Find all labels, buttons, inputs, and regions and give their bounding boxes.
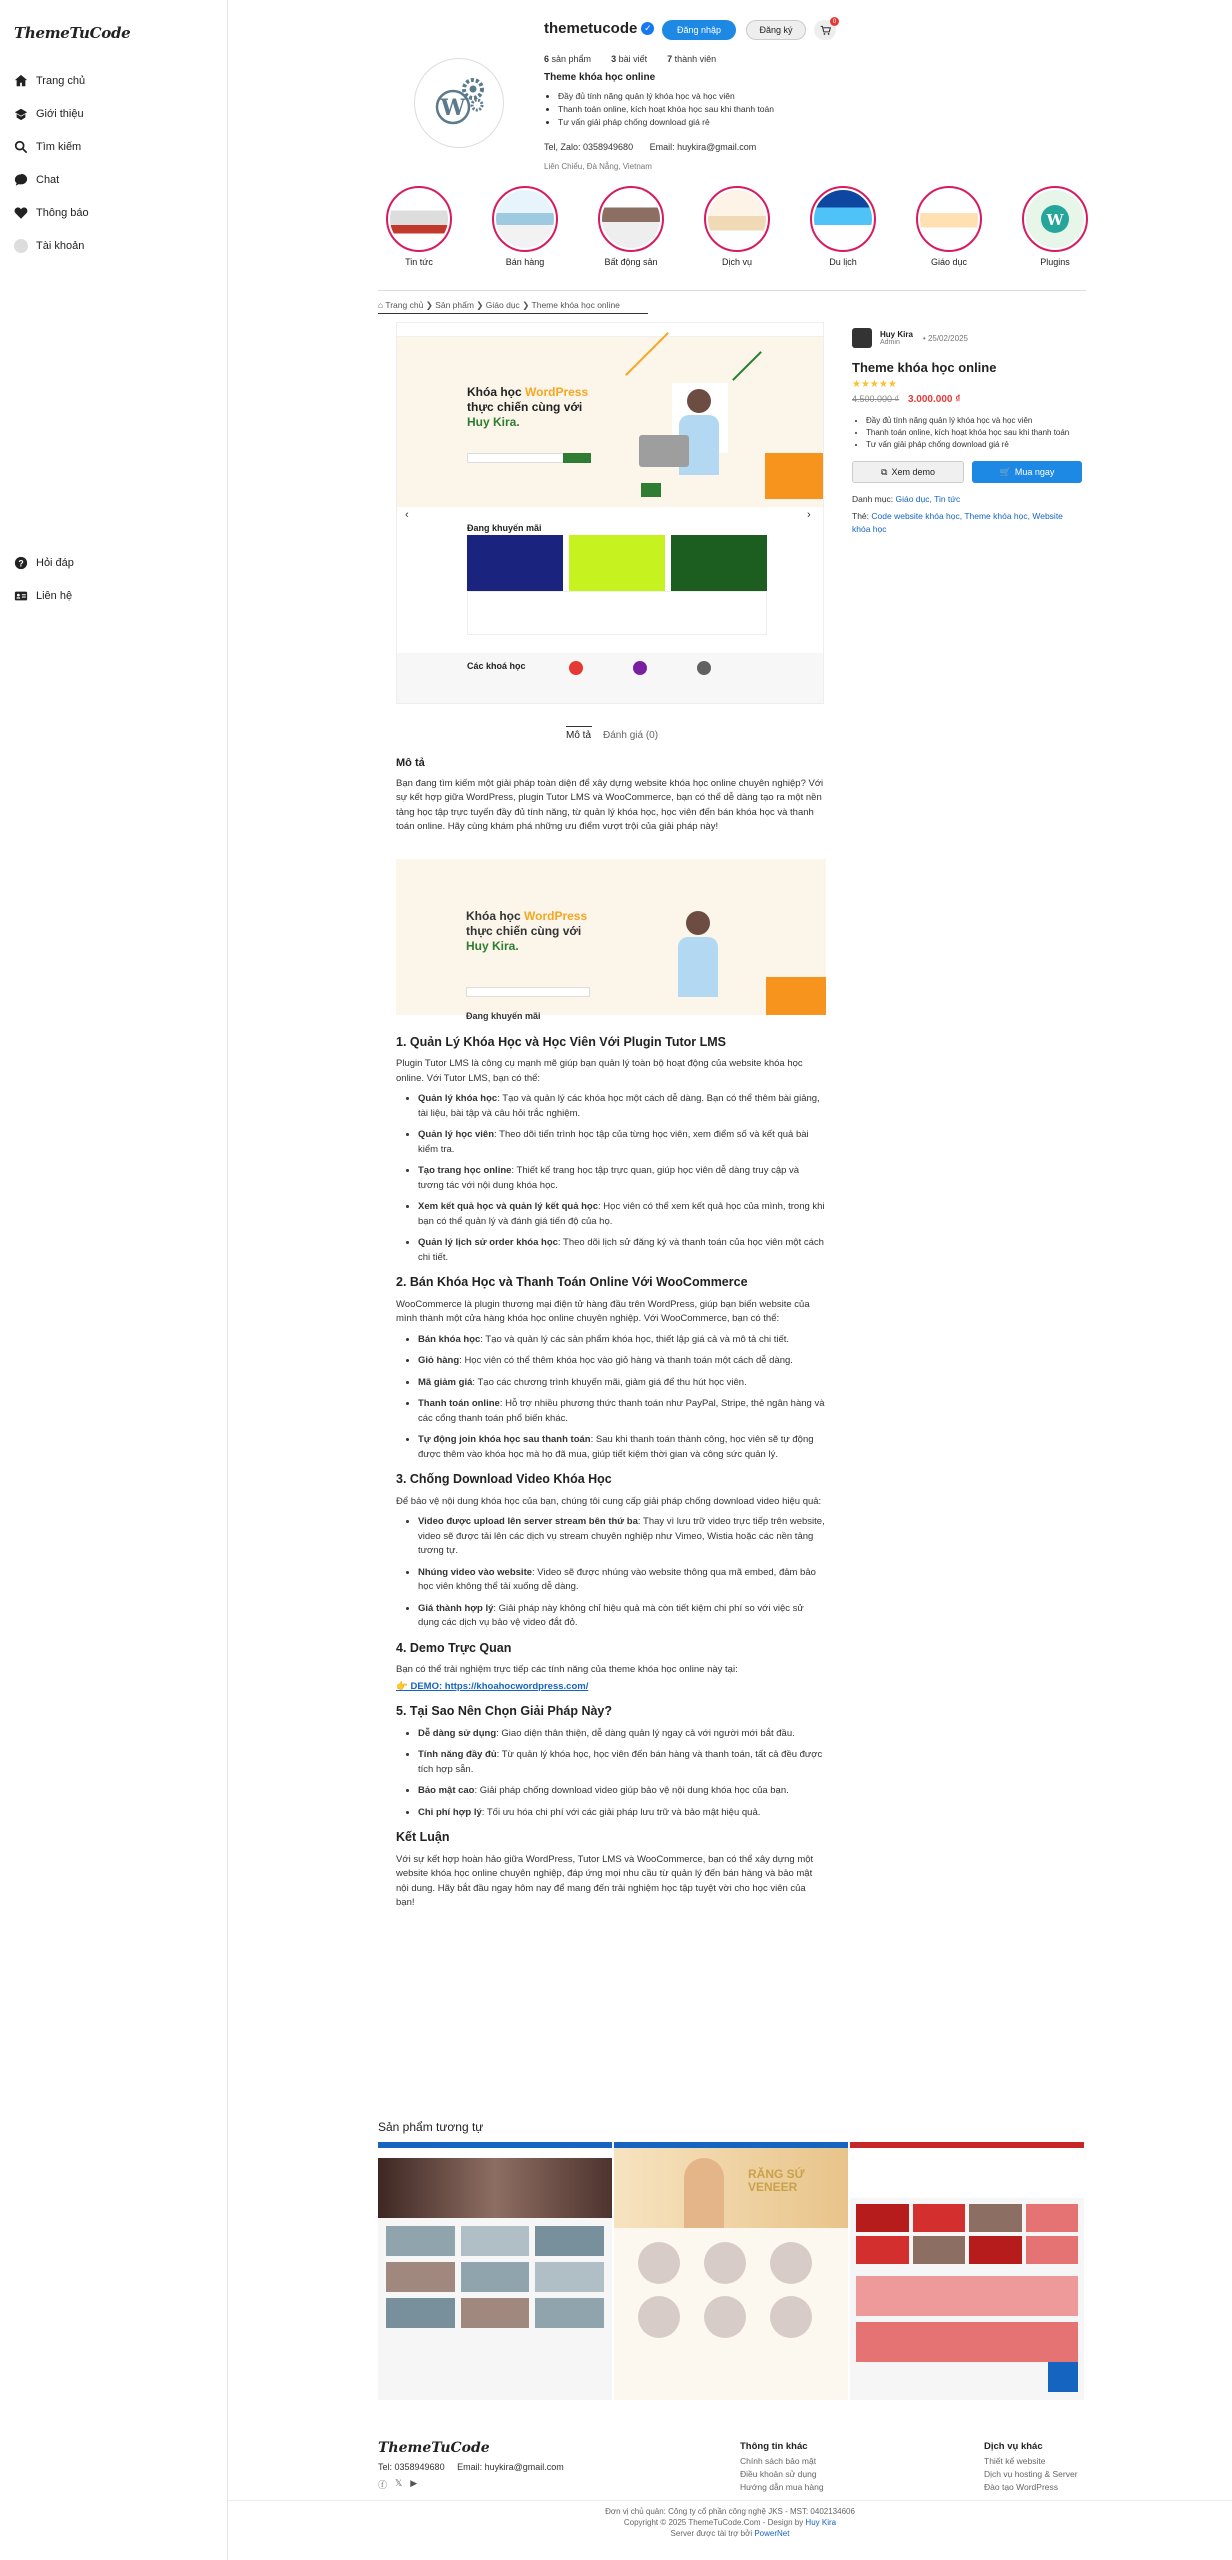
breadcrumb-education[interactable]: Giáo dục [485,300,520,310]
section-heading-5: 5. Tại Sao Nên Chọn Giải Pháp Này? [396,1704,613,1718]
description-heading: Mô tả [396,757,425,769]
category-sales[interactable] [492,186,558,267]
similar-product-card[interactable] [378,2142,612,2400]
footer-link[interactable]: Đào tạo WordPress [984,2482,1059,2492]
contact-icon [14,589,28,603]
list-item: • Thanh toán online: Hỗ trợ nhiều phương thức thanh toán như PayPal, Stripe, thẻ ngân hàng và các cổng thanh toán phổ biến khác. [418,1397,826,1426]
category-label: Tin tức [405,257,433,267]
footer-socials [378,2478,1086,2491]
register-button[interactable]: Đăng ký [746,20,806,40]
section-heading-2: 2. Bán Khóa Học và Thanh Toán Online Với WooCommerce [396,1275,748,1289]
home-icon: ⌂ [378,300,386,310]
section-list-3 [396,1515,826,1631]
footer [378,2440,1086,2491]
footer-link[interactable]: Thiết kế website [984,2456,1046,2466]
section-heading-3: 3. Chống Download Video Khóa Học [396,1472,612,1486]
category-real-estate[interactable] [598,186,664,267]
profile-stats [544,54,716,64]
list-item: • Thanh toán online, kích hoạt khóa học sau khi thanh toán [866,427,1082,439]
footer-col-services: Dịch vụ khác Thiết kế website Dịch vụ hosting & Server Đào tạo WordPress [984,2441,1078,2492]
list-item: • Giỏ hàng: Học viên có thể thêm khóa học vào giỏ hàng và thanh toán một cách dễ dàng. [418,1354,826,1369]
stat-posts: 3 bài viết [611,54,648,64]
main-nav [14,64,214,262]
sidebar-item-account[interactable] [14,229,214,262]
sidebar-item-search[interactable] [14,130,214,163]
breadcrumb-home[interactable]: Trang chủ [385,300,424,310]
sidebar-item-label: Thông báo [36,206,89,219]
section-heading-6: Kết Luận [396,1830,450,1844]
login-button[interactable]: Đăng nhập [662,20,736,40]
profile-info [544,20,944,37]
sidebar-item-about[interactable] [14,97,214,130]
location-text: Liên Chiểu, Đà Nẵng, Vietnam [544,162,652,171]
list-item: • Bảo mật cao: Giải pháp chống download video giúp bảo vệ nội dung khóa học của bạn. [418,1784,826,1799]
footer-link[interactable]: Điều khoản sử dụng [740,2469,817,2479]
list-item: • Đầy đủ tính năng quản lý khóa học và học viên [866,415,1082,427]
product-gallery[interactable] [396,322,824,704]
sponsor-link[interactable]: PowerNet [754,2529,790,2538]
info-icon [14,107,28,121]
sidebar-item-faq[interactable] [14,546,214,579]
list-item: • Quản lý học viên: Theo dõi tiến trình học tập của từng học viên, xem điểm số và kết quả bài kiểm tra. [418,1128,826,1157]
category-label: Bất động sản [604,257,658,267]
sidebar-item-label: Liên hệ [36,589,73,602]
x-icon[interactable]: 𝕏 [395,2478,403,2488]
cart-icon [820,25,831,36]
sidebar-item-contact[interactable] [14,579,214,612]
list-item: • Quản lý lịch sử order khóa học: Theo dõi lịch sử đăng ký và thanh toán của học viên một cách chi tiết. [418,1236,826,1265]
list-item: • Tư vấn giải pháp chống download giá rẻ [558,116,774,129]
hero-promo-label: Đang khuyến mãi [467,523,542,533]
section-heading-4: 4. Demo Trực Quan [396,1640,512,1655]
product-categories: Danh mục: Giáo dục, Tin tức [852,494,961,504]
seller-info [852,328,1082,348]
sale-price: 3.000.000 ₫ [907,394,961,405]
buy-now-button[interactable]: 🛒 Mua ngay [972,461,1082,483]
gallery-next-icon[interactable]: › [807,509,811,521]
designer-link[interactable]: Huy Kira [805,2518,837,2527]
section-paragraph: Plugin Tutor LMS là công cụ mạnh mẽ giúp bạn quản lý toàn bộ hoạt động của website khóa học online. Với Tutor LMS, bạn có thể: [396,1058,803,1084]
section-list-2 [396,1333,826,1463]
list-item: • Bán khóa học: Tạo và quản lý các sản phẩm khóa học, thiết lập giá cả và mô tả chi tiết. [418,1333,826,1348]
section-paragraph: Bạn có thể trải nghiệm trực tiếp các tính năng của theme khóa học online này tại: [396,1664,738,1675]
section-paragraph: Để bảo vệ nội dung khóa học của bạn, chúng tôi cung cấp giải pháp chống download video hiệu quả: [396,1495,822,1507]
main-content [228,0,1232,2560]
post-date: • 25/02/2025 [922,333,968,343]
list-item: • Chi phí hợp lý: Tối ưu hóa chi phí với các giải pháp lưu trữ và bảo mật hiệu quả. [418,1806,826,1821]
seller-role: Admin [880,339,900,346]
category-label: Giáo dục [930,257,968,267]
product-summary [852,328,1082,536]
cart-icon: 🛒 [999,466,1011,477]
view-demo-button[interactable]: ⧉ Xem demo [852,461,964,483]
cart-button[interactable] [814,20,836,40]
category-label: Bán hàng [505,257,545,267]
section-paragraph: WooCommerce là plugin thương mại điện tử hàng đầu trên WordPress, giúp bạn biến website của mình thành một cửa hàng khóa học online chuyên nghiệp. Với WooCommerce, bạn có thể: [396,1298,810,1324]
svg-text:W: W [1046,211,1064,229]
list-item: • Đầy đủ tính năng quản lý khóa học và học viên [558,90,774,103]
plug-icon [1035,199,1075,239]
footer-copyright: Đơn vị chủ quản: Công ty cổ phần công nghệ JKS - MST: 0402134606 Copyright © 2025 ThemeTuCode.Com - Design by Huy Kira Server được tài trợ bởi PowerNet [605,2507,855,2538]
footer-link[interactable]: Chính sách bảo mật [740,2456,817,2466]
tab-description[interactable]: Mô tả [566,730,592,741]
svg-text:W: W [440,95,466,121]
facebook-icon[interactable]: ⓕ [378,2480,388,2490]
category-plugins[interactable] [1022,186,1088,267]
username-text: themetucode [544,20,638,37]
list-item: • Tự động join khóa học sau thanh toán: Sau khi thanh toán thành công, học viên sẽ tự động được thêm vào khóa học mà họ đã mua, giúp tiết kiệm thời gian và công sức quản lý. [418,1433,826,1462]
profile-bullets [558,90,774,129]
footer-col-info: Thông tin khác Chính sách bảo mật Điều khoản sử dụng Hướng dẫn mua hàng [740,2441,824,2492]
section-paragraph: Với sự kết hợp hoàn hảo giữa WordPress, Tutor LMS và WooCommerce, bạn có thể xây dựng một website khóa học online chuyên nghiệp, đáp ứng mọi nhu cầu từ quản lý đến bán hàng và bảo mật nội dung. Hãy bắt đầu ngay hôm nay để mang đến trải nghiệm học tập tuyệt vời cho học viên của bạn! [396,1853,814,1908]
category-highlights [228,186,1232,276]
seller-name[interactable]: Huy Kira [880,330,913,339]
question-icon [14,556,28,570]
list-item: • Quản lý khóa học: Tạo và quản lý các khóa học một cách dễ dàng. Bạn có thể thêm bài giảng, tài liệu, bài tập và câu hỏi trắc nghiệm. [418,1092,826,1121]
product-bullets [852,415,1082,451]
tab-reviews[interactable]: Đánh giá (0) [603,730,659,741]
list-item: • Nhúng video vào website: Video sẽ được nhúng vào website thông qua mã embed, đảm bảo học viên không thể tải xuống dễ dàng. [418,1566,826,1595]
youtube-icon[interactable]: ▶ [410,2478,418,2488]
hero-courses-label: Các khoá học [467,661,526,671]
product-tabs [566,730,658,741]
phone-text: Tel, Zalo: 0358949680 [544,142,634,152]
list-item: • Xem kết quả học và quản lý kết quả học: Học viên có thể xem kết quả học của mình, trong khi bạn có thể quản lý và đánh giá tiến độ của họ. [418,1200,826,1229]
category-label: Dịch vụ [721,257,752,267]
list-item: • Tư vấn giải pháp chống download giá rẻ [866,439,1082,451]
product-title: Theme khóa học online [852,360,997,375]
list-item: • Dễ dàng sử dụng: Giao diện thân thiện, dễ dàng quản lý ngay cả với người mới bắt đầu. [418,1727,826,1742]
seller-avatar [852,328,872,348]
list-item: • Giá thành hợp lý: Giải pháp này không chỉ hiệu quả mà còn tiết kiệm chi phí so với việc sử dụng các dịch vụ bảo vệ video đắt đỏ. [418,1602,826,1631]
category-links[interactable]: Giáo dục, Tin tức [895,494,961,504]
footer-logo[interactable]: ThemeTuCode [378,2440,490,2456]
divider [378,290,1086,291]
footer-link[interactable]: Dịch vụ hosting & Server [984,2469,1078,2479]
divider [228,2500,1232,2501]
list-item: • Mã giảm giá: Tạo các chương trình khuyến mãi, giảm giá để thu hút học viên. [418,1376,826,1391]
description-image: Khóa học WordPress thực chiến cùng với Huy Kira. Đang khuyến mãi [396,847,826,1025]
product-description [396,748,826,1917]
category-label: Plugins [1040,257,1070,267]
footer-email[interactable]: huykira@gmail.com [484,2462,564,2472]
gallery-prev-icon[interactable]: ‹ [405,509,409,521]
wordpress-gear-icon [427,71,491,135]
profile-contact [544,142,770,152]
email-text: Email: huykira@gmail.com [649,142,757,152]
product-price [852,394,1082,405]
cart-count-badge: 0 [830,17,839,26]
svg-text:?: ? [18,558,24,568]
category-travel[interactable] [810,186,876,267]
breadcrumb-products[interactable]: Sản phẩm [435,300,474,310]
product-tags: Thẻ: Code website khóa học, Theme khóa học, Website khóa học [852,511,1063,534]
sidebar-item-label: Chat [36,173,60,186]
old-price: 4.500.000 ₫ [852,394,900,404]
category-label: Du lịch [829,257,857,267]
intro-paragraph: Bạn đang tìm kiếm một giải pháp toàn diện để xây dựng website khóa học online chuyên nghiệp? Với sự kết hợp giữa WordPress, plugin Tutor LMS và WooCommerce, bạn có thể dễ dàng tạo ra một nền tảng học tập trực tuyến đầy đủ tính năng, từ quản lý khóa học, học viên đến bán khóa học và thanh toán online. Hãy cùng khám phá những ưu điểm vượt trội của giải pháp này! [396,777,824,832]
site-logo[interactable]: ThemeTuCode [14,24,131,42]
section-list-1 [396,1092,826,1265]
search-icon [14,140,28,154]
hero-heading: Khóa học WordPress thực chiến cùng với Huy Kira. [467,385,589,429]
section-list-5 [396,1727,826,1821]
category-education[interactable] [916,186,982,267]
sidebar-item-label: Hỏi đáp [36,556,74,569]
chat-icon [14,173,28,187]
similar-product-card[interactable] [850,2142,1084,2400]
sidebar-item-label: Tìm kiếm [36,140,82,153]
footer-contact: Tel: 0358949680 Email: huykira@gmail.com [378,2462,564,2472]
sidebar-item-chat[interactable] [14,163,214,196]
bottom-nav [14,546,214,612]
breadcrumb-underline [378,313,648,314]
demo-link[interactable]: 👉 DEMO: https://khoahocwordpress.com/ [396,1680,589,1692]
profile-theme-title: Theme khóa học online [544,72,656,83]
breadcrumb: ⌂ Trang chủ ❯ Sản phẩm ❯ Giáo dục ❯ Theme khóa học online [378,300,620,310]
external-link-icon: ⧉ [881,466,888,477]
stat-members: 7 thành viên [667,54,717,64]
tab-indicator [566,726,592,727]
sidebar-item-label: Trang chủ [36,74,86,87]
sidebar-item-home[interactable] [14,64,214,97]
heart-icon [14,206,28,220]
footer-link[interactable]: Hướng dẫn mua hàng [740,2482,824,2492]
profile-username [544,20,944,37]
stat-products: 6 sản phẩm [544,54,592,64]
home-icon [14,74,28,88]
rating-stars: ★★★★★ [852,379,897,390]
similar-products-title: Sản phẩm tương tự [378,2120,484,2134]
list-item: • Thanh toán online, kích hoạt khóa học sau khi thanh toán [558,103,774,116]
category-services[interactable] [704,186,770,267]
section-heading-1: 1. Quản Lý Khóa Học và Học Viên Với Plugin Tutor LMS [396,1034,726,1049]
footer-phone[interactable]: 0358949680 [394,2462,445,2472]
list-item: • Tạo trang học online: Thiết kế trang học tập trực quan, giúp học viên dễ dàng truy cập và tương tác với nội dung khóa học. [418,1164,826,1193]
tag-links[interactable]: Code website khóa học, Theme khóa học, Website khóa học [852,511,1063,534]
breadcrumb-current: Theme khóa học online [531,300,620,310]
sidebar-item-label: Tài khoản [36,239,85,252]
similar-product-card[interactable]: RĂNG SỨ VENEER [614,2142,848,2400]
sidebar-item-label: Giới thiệu [36,107,84,120]
avatar [14,239,28,253]
sidebar-item-notifications[interactable] [14,196,214,229]
sidebar [0,0,228,2560]
list-item: • Tính năng đầy đủ: Từ quản lý khóa học, học viên đến bán hàng và thanh toán, tất cả đều được tích hợp sẵn. [418,1748,826,1777]
list-item: • Video được upload lên server stream bên thứ ba: Thay vì lưu trữ video trực tiếp trên website, video sẽ được tải lên các dịch vụ stream chuyên nghiệp như Vimeo, Wistia hoặc các nền tảng tương tự. [418,1515,826,1559]
verified-icon: ✓ [641,22,654,35]
category-news[interactable] [386,186,452,267]
profile-avatar [414,58,504,148]
